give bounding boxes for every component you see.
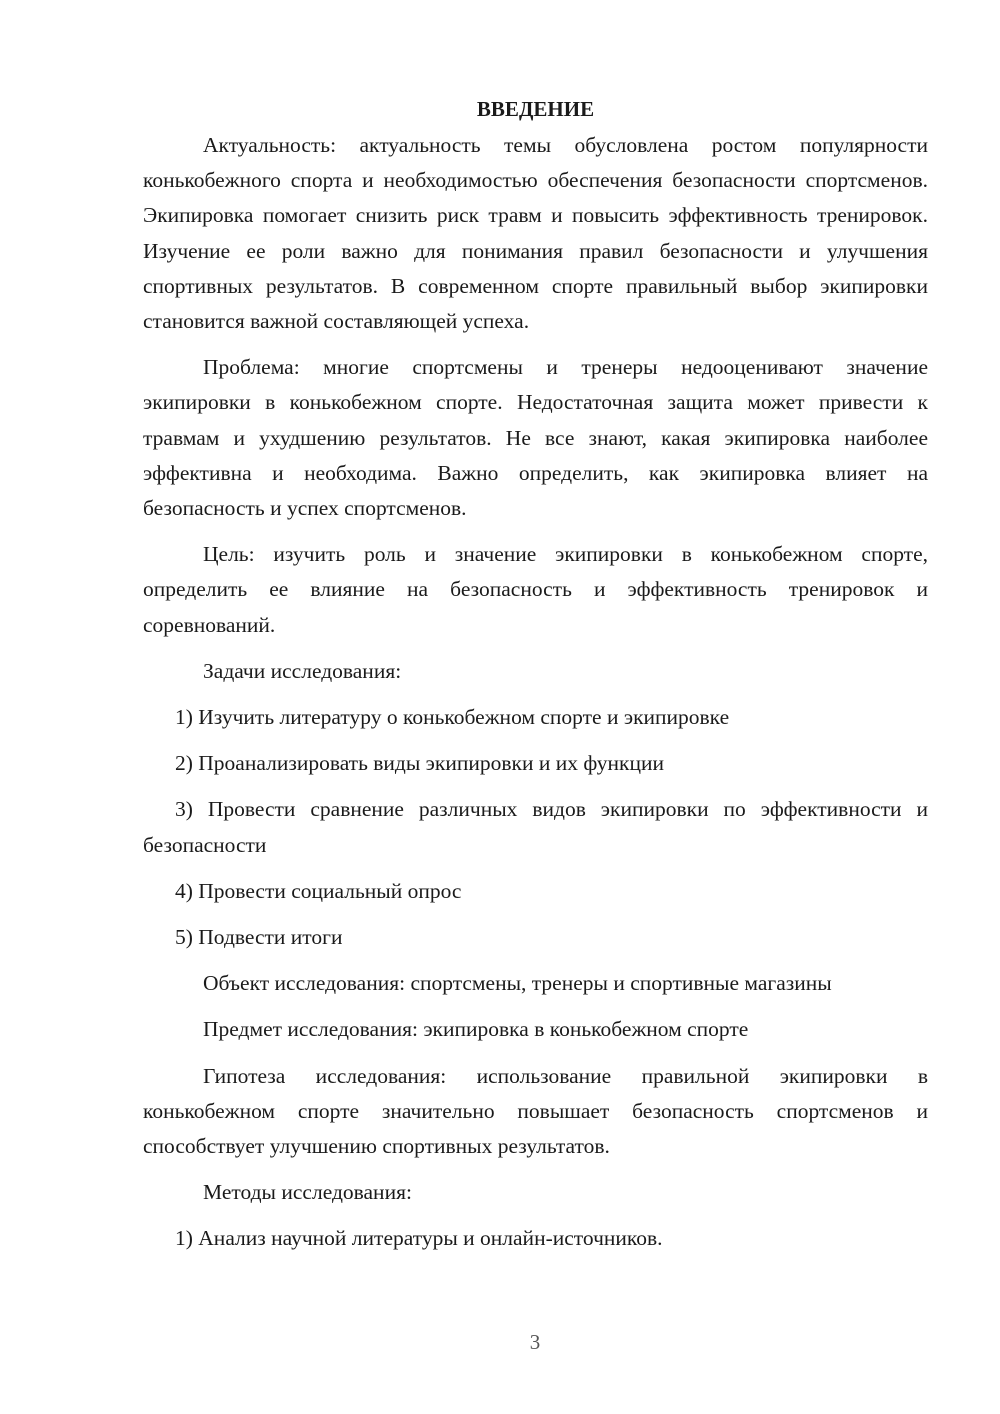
tasks-list bbox=[143, 700, 928, 955]
goal-paragraph: Цель: изучить роль и значение экипировки в конькобежном спорте, определить ее влияние на безопасность и эффективность тренировок и соревнований. bbox=[143, 542, 928, 637]
subject-paragraph: Предмет исследования: экипировка в конькобежном спорте bbox=[203, 1017, 749, 1042]
list-item: 1) Анализ научной литературы и онлайн-источников. bbox=[175, 1226, 663, 1251]
tasks-heading: Задачи исследования: bbox=[203, 658, 402, 683]
relevance-paragraph: Актуальность: актуальность темы обусловлена ростом популярности конькобежного спорта и необходимостью обеспечения безопасности спортсменов. Экипировка помогает снизить риск травм и повысить эффективность тренировок. Изучение ее роли важно для понимания правил безопасности и улучшения спортивных результатов. В современном спорте правильный выбор экипировки становится важной составляющей успеха. bbox=[143, 133, 928, 334]
page-number: 3 bbox=[529, 1330, 541, 1354]
list-item: 3) Провести сравнение различных видов экипировки по эффективности и безопасности bbox=[143, 797, 928, 857]
problem-paragraph: Проблема: многие спортсмены и тренеры недооценивают значение экипировки в конькобежном спорте. Недостаточная защита может привести к травмам и ухудшению результатов. Не все знают, какая экипировка наиболее эффективна и необходима. Важно определить, как экипировка влияет на безопасность и успех спортсменов. bbox=[143, 355, 928, 521]
methods-heading: Методы исследования: bbox=[203, 1180, 412, 1205]
object-paragraph: Объект исследования: спортсмены, тренеры и спортивные магазины bbox=[203, 971, 832, 996]
page-title: ВВЕДЕНИЕ bbox=[476, 97, 595, 121]
list-item: 2) Проанализировать виды экипировки и их функции bbox=[175, 751, 664, 776]
hypothesis-paragraph: Гипотеза исследования: использование правильной экипировки в конькобежном спорте значительно повышает безопасность спортсменов и способствует улучшению спортивных результатов. bbox=[143, 1063, 928, 1159]
list-item: 1) Изучить литературу о конькобежном спорте и экипировке bbox=[175, 705, 730, 730]
methods-list bbox=[143, 1221, 928, 1256]
document-page bbox=[143, 92, 928, 1257]
list-item: 5) Подвести итоги bbox=[175, 925, 343, 950]
list-item: 4) Провести социальный опрос bbox=[175, 878, 462, 903]
